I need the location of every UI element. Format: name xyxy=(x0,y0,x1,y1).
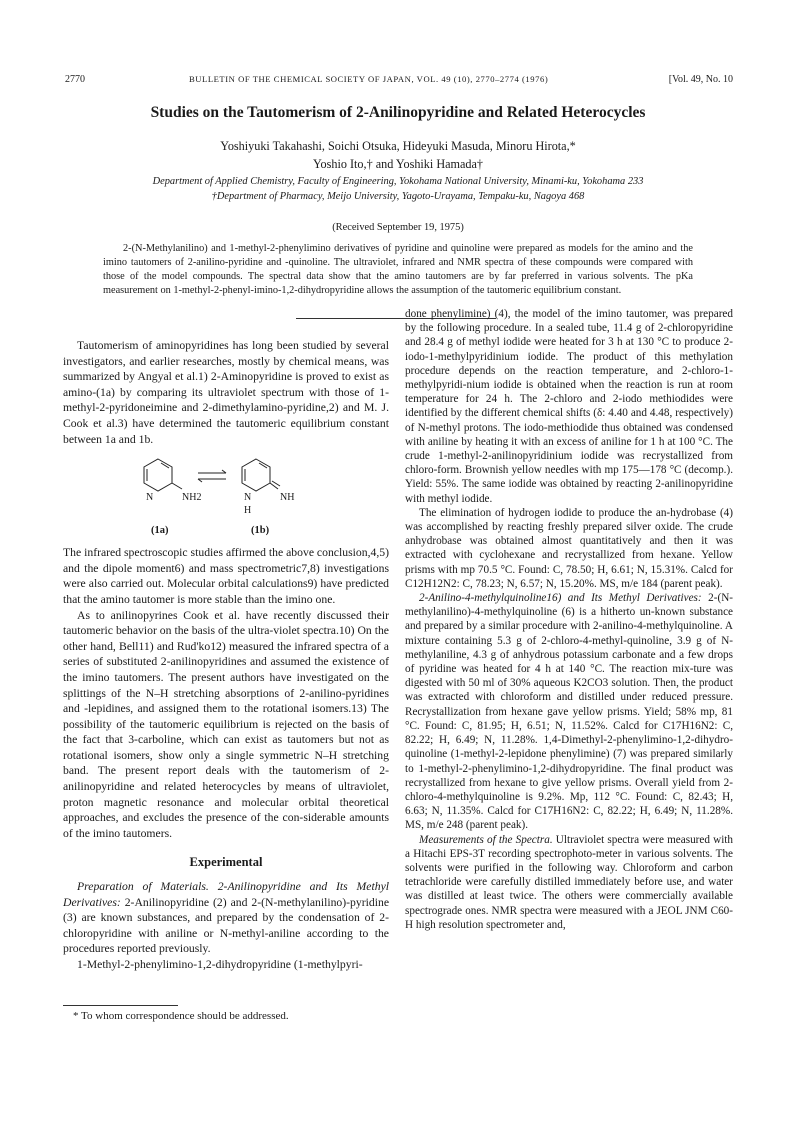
tautomer-scheme xyxy=(63,451,389,543)
affiliation-2: †Department of Pharmacy, Meijo University, Yagoto-Urayama, Tempaku-ku, Nagoya 468 xyxy=(211,191,585,202)
affiliation-1: Department of Applied Chemistry, Faculty of Engineering, Yokohama National University, Minami-ku, Yokohama 233 xyxy=(152,176,644,187)
tautomer-structures xyxy=(138,451,318,523)
nitrogen-label-1a: N xyxy=(146,492,154,504)
spectra-body: Ultraviolet spectra were measured with a Hitachi EPS-3T recording spectrophoto-meter in various solvents. The solvents were purified in the following way. Chloroform and carbon tetrachloride were carefully distilled immediately before use, and water was distilled at least twice. The others were commercially available spectrograde ones. NMR spectra were measured with a JEOL JNM C60-H high resolution spectrometer and, xyxy=(405,833,734,931)
compound-label-1b: (1b) xyxy=(251,525,270,537)
author-line-2: Yoshio Ito,† and Yoshiki Hamada† xyxy=(312,157,484,171)
amino-group-label: NH2 xyxy=(182,492,202,504)
compound-label-1a: (1a) xyxy=(151,525,169,537)
spectra-heading: Measurements of the Spectra. xyxy=(419,833,553,846)
abstract: 2-(N-Methylanilino) and 1-methyl-2-phenylimino derivatives of pyridine and quinoline were prepared as models for the amino and the imino tautomers of 2-anilino-pyridine and -quinoline. The ultraviolet, infrared and NMR spectra of these compounds were compared with those of the model compounds. The spectral data show that the amino tautomers are by far preferred in various solvents. The pKa measurement on 1-methyl-2-phenyl-imino-1,2-dihydropyridine allows the assumption of the tautomeric equilibrium constant. xyxy=(103,243,693,296)
methylpyridone-paragraph-cont: done phenylimine) (4), the model of the imino tautomer, was prepared by the following procedure. In a sealed tube, 11.4 g of 2-chloropyridine and 28.4 g of methyl iodide were heated for 3 h at 130 °C to produce 2-iodo-1-methylpyridinium iodide. The product of this methylation procedure depends on the reaction temperature, and 2-chloro-1-methylpyridi-nium iodide is obtained when the reaction is run at room temperature for 24 h. The 2-chloro and 2-iodo methiodides were identified by the different chemical shifts (δ: 4.40 and 4.48, respectively) of N-methyl protons. The iodo-methiodide thus obtained was condensed with aniline by heating it with an excess of aniline for 1 h at 100 °C. The crude 1-methyl-2-anilinopyridinium iodide was recrystallized from chloro-form. Brownish yellow needles with mp 175—178 °C (decomp.). Yield: 55%. The same iodide was obtained by reacting 2-anilinopyridine with methyl iodide. xyxy=(405,308,733,505)
journal-citation: BULLETIN OF THE CHEMICAL SOCIETY OF JAPAN, VOL. 49 (10), 2770–2774 (1976) xyxy=(189,74,549,84)
volume-issue: [Vol. 49, No. 10 xyxy=(668,74,733,85)
anhydrobase-paragraph: The elimination of hydrogen iodide to produce the an-hydrobase (4) was accomplished by reacting freshly prepared silver oxide. The crude anhydrobase was obtained almost quantitatively and then it was extracted with cyclohexane and recrystallized from hexane. Yellow prisms with mp 70.5 °C. Found: C, 78.50; H, 6.61; N, 15.31%. Calcd for C12H12N2: C, 78.23; N, 6.57; N, 15.20%. MS, m/e 184 (parent peak). xyxy=(405,506,733,590)
received-date: (Received September 19, 1975) xyxy=(332,222,464,233)
materials-subheading: 2-Anilinopyridine and Its Methyl Derivatives: xyxy=(63,880,389,909)
spectra-paragraph xyxy=(405,833,733,932)
article-title: Studies on the Tautomerism of 2-Anilinopyridine and Related Heterocycles xyxy=(150,104,646,121)
affiliations xyxy=(60,174,736,204)
right-column xyxy=(405,307,733,932)
quinoline-body: 2-(N-methylanilino)-4-methylquinoline (6) is a hitherto un-known substance and prepared by a similar procedure with 2-anilino-4-methylquinoline. A mixture containing 5.3 g of 2-chloro-4-methyl-quinoline, 3.9 g of N-methylaniline, 4.3 g of anhydrous potassium carbonate and a few drops of pyridine was heated for 4 h at 140 °C. The reaction mix-ture was digested with 50 ml of 30% aqueous K2CO3 solution. Then, the product was extracted with chloroform and distilled under reduced pressure. Recrystallization from hexane gave yellow prisms. Yield; 58% mp, 81 °C. Found: C, 81.95; H, 6.51; N, 11.52%. Calcd for C17H16N2: C, 82.22; H, 6.49; N, 11.28%. 1,4-Dimethyl-2-phenylimino-1,2-dihydro-quinoline (1-methyl-2-lepidone phenylimine) (7) was prepared similarly to 1-methyl-2-phenylimino-1,2-dihydropyridine. The final product was recrystallized from hexane to give yellow prisms. Overall yield from 2-chloro-4-methylquinoline is 9.2%. Mp, 112 °C. Found: C, 82.43; H, 6.63; N, 11.35%. Calcd for C17H16N2: C, 82.22; H, 6.49; N, 11.28%. MS, m/e 248 (parent peak). xyxy=(405,592,734,832)
materials-body: 2-Anilinopyridine (2) and 2-(N-methylanilino)-pyridine (3) are known substances, and prepared by the condensation of 2-chloropyridine with aniline or N-methyl-aniline according to the procedures reported previously. xyxy=(63,895,390,956)
author-list xyxy=(60,137,736,173)
quinoline-heading: 2-Anilino-4-methylquinoline16) and Its Methyl Derivatives: xyxy=(419,592,702,605)
methylpyridone-paragraph-start: 1-Methyl-2-phenylimino-1,2-dihydropyridine (1-methylpyri- xyxy=(77,958,363,971)
page-number: 2770 xyxy=(65,74,85,85)
quinoline-paragraph xyxy=(405,591,733,832)
running-header xyxy=(65,74,733,90)
materials-paragraph xyxy=(63,879,389,957)
imino-group-label: NH xyxy=(280,492,295,504)
section-heading-experimental: Experimental xyxy=(189,855,263,870)
left-column xyxy=(63,338,389,973)
materials-heading: Preparation of Materials. xyxy=(77,880,209,894)
intro-paragraph-1: Tautomerism of aminopyridines has long been studied by several investigators, and earlier researches, mostly by chemical means, was summarized by Angyal et al.1) 2-Aminopyridine is proved to exist as amino-(1a) by comparing its ultraviolet spectrum with those of 1-methyl-2-pyridoneimine and 2-dimethylamino-pyridine,2) and M. J. Cook et al.3) have determined the tautomeric equilibrium constant between 1a and 1b. xyxy=(63,339,389,446)
nitrogen-label-1b: N xyxy=(244,492,252,504)
footnote-divider xyxy=(63,1005,178,1006)
intro-paragraph-2: The infrared spectroscopic studies affirmed the above conclusion,4,5) and the dipole moment6) and mass spectrometric7,8) investigations were also carried out. Molecular orbital calculations9) have predicted that the amino tautomer is more stable than the imino one. xyxy=(63,546,389,606)
footnote: * To whom correspondence should be addressed. xyxy=(73,1010,289,1022)
author-line-1: Yoshiyuki Takahashi, Soichi Otsuka, Hideyuki Masuda, Minoru Hirota,* xyxy=(220,139,576,153)
ring-hydrogen-label: H xyxy=(244,505,252,517)
intro-paragraph-3: As to anilinopyrines Cook et al. have recently discussed their tautomeric behavior on the basis of the ultra-violet spectra.10) On the other hand, Bell11) and Rud'ko12) measured the infrared spectra of a series of substituted 2-anilinopyridines and assumed the existence of the imino tautomers. The present authors have investigated on the splittings of the N–H stretching absorptions of 2-anilino-pyridines and -lepidines, and assigned them to the rotational isomers.13) The possibility of the tautomeric equilibrium is rejected on the basis of the fact that 3-carboline, which can exist as tautomers but not as rotational isomers, show only a single symmetric N–H stretching band. The present report deals with the tautomerism of 2-anilinopyridine and related heterocycles by means of ultraviolet, proton magnetic resonance and molecular orbital theoretical approaches, and excludes the presence of the con-siderable amounts of the imino tautomers. xyxy=(63,608,389,840)
